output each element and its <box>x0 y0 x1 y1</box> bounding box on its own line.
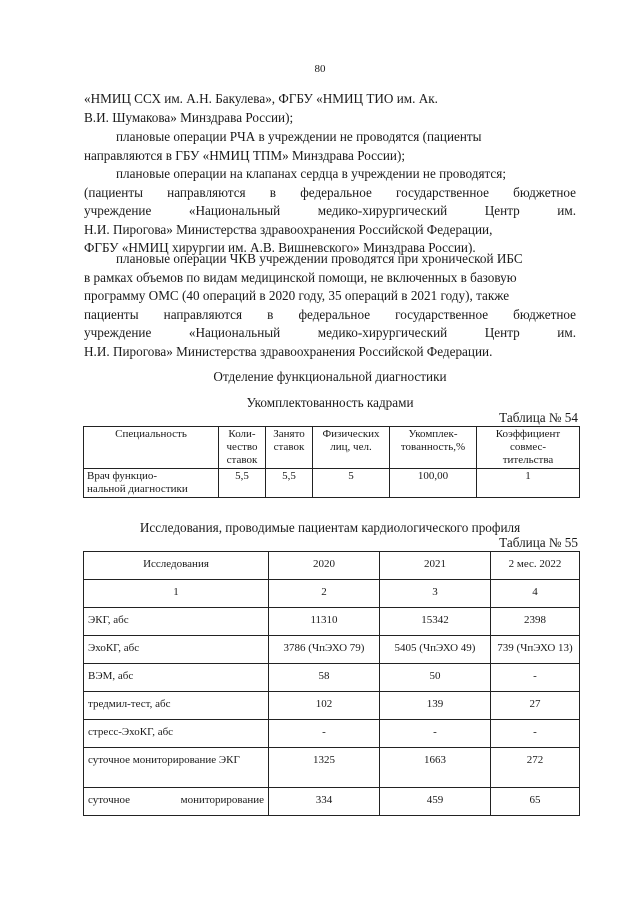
number-cell: 2 <box>269 580 380 608</box>
table-row <box>84 664 580 692</box>
staffing-title: Укомплектованность кадрами <box>246 395 414 410</box>
number-cell: 4 <box>491 580 580 608</box>
table-cell: 50 <box>380 664 491 692</box>
header-cell: Укомплек- тованность,% <box>390 427 477 469</box>
table-header-row <box>84 552 580 580</box>
text-line: (пациенты направляются в федеральное государственное бюджетное <box>84 184 576 200</box>
table-cell: 739 (ЧпЭХО 13) <box>491 636 580 664</box>
table-row <box>84 636 580 664</box>
table-cell: 15342 <box>380 608 491 636</box>
table-cell: 102 <box>269 692 380 720</box>
table-row <box>84 720 580 748</box>
header-cell: Физических лиц, чел. <box>313 427 390 469</box>
text-line: ФГБУ «НМИЦ хирургии им. А.В. Вишневского» Минздрава России). <box>84 240 476 256</box>
table-cell: - <box>380 720 491 748</box>
table-row <box>84 692 580 720</box>
text-line: в рамках объемов по видам медицинской помощи, не включенных в базовую <box>84 269 517 285</box>
number-cell: 3 <box>380 580 491 608</box>
table-row <box>84 788 580 816</box>
table-cell: 58 <box>269 664 380 692</box>
text-line: Н.И. Пирогова» Министерства здравоохранения Российской Федерации. <box>84 343 493 359</box>
table-row <box>84 608 580 636</box>
text-line: плановые операции РЧА в учреждении не проводятся (пациенты <box>116 129 482 144</box>
table-cell: 3786 (ЧпЭХО 79) <box>269 636 380 664</box>
table-cell: 459 <box>380 788 491 816</box>
table-cell: 5,5 <box>266 469 313 498</box>
page-number: 80 <box>314 63 326 75</box>
header-cell: Коли- чество ставок <box>219 427 266 469</box>
text-line: В.И. Шумакова» Минздрава России); <box>84 109 294 125</box>
paragraph-3 <box>84 165 576 258</box>
table-cell: суточное мониторирование <box>84 788 269 816</box>
table-cell: 139 <box>380 692 491 720</box>
table-cell: - <box>269 720 380 748</box>
text-line: Н.И. Пирогова» Министерства здравоохранения Российской Федерации, <box>84 221 493 237</box>
table-number-55: Таблица № 55 <box>499 535 578 550</box>
table-cell: 5,5 <box>219 469 266 498</box>
paragraph-2 <box>84 128 576 165</box>
header-cell: Коэффициент совмес- тительства <box>477 427 580 469</box>
header-cell: Специальность <box>84 427 219 469</box>
staffing-table <box>83 426 580 498</box>
paragraph-4 <box>84 250 576 362</box>
table-cell: 1663 <box>380 748 491 788</box>
table-cell: 2398 <box>491 608 580 636</box>
text-line: плановые операции ЧКВ учреждении проводятся при хронической ИБС <box>116 251 523 266</box>
number-cell: 1 <box>84 580 269 608</box>
table-header-row <box>84 427 580 469</box>
table-cell: ВЭМ, абс <box>84 664 269 692</box>
table-row <box>84 748 580 788</box>
table-cell: 1325 <box>269 748 380 788</box>
text-line: учреждение «Национальный медико-хирургический Центр им. <box>84 203 576 219</box>
research-title: Исследования, проводимые пациентам кардиологического профиля <box>139 520 521 535</box>
table-cell: Врач функцио- нальной диагностики <box>84 469 219 498</box>
header-cell: 2020 <box>269 552 380 580</box>
header-cell: Занято ставок <box>266 427 313 469</box>
text-line: направляются в ГБУ «НМИЦ ТПМ» Минздрава России); <box>84 147 406 163</box>
table-cell: 5405 (ЧпЭХО 49) <box>380 636 491 664</box>
table-cell: 1 <box>477 469 580 498</box>
table-cell: ЭхоКГ, абс <box>84 636 269 664</box>
table-cell: 100,00 <box>390 469 477 498</box>
table-cell: 334 <box>269 788 380 816</box>
text-line: пациенты направляются в федеральное государственное бюджетное <box>84 306 576 322</box>
paragraph-1 <box>84 90 576 127</box>
text-line: программу ОМС (40 операций в 2020 году, 35 операций в 2021 году), также <box>84 288 510 304</box>
table-cell: суточное мониторирование ЭКГ <box>84 748 269 788</box>
numbering-row <box>84 580 580 608</box>
header-cell: 2021 <box>380 552 491 580</box>
table-cell: 65 <box>491 788 580 816</box>
table-cell: - <box>491 720 580 748</box>
text-line: плановые операции на клапанах сердца в учреждении не проводятся; <box>116 166 507 181</box>
table-cell: 27 <box>491 692 580 720</box>
table-cell: - <box>491 664 580 692</box>
header-cell: Исследования <box>84 552 269 580</box>
table-cell: ЭКГ, абс <box>84 608 269 636</box>
table-cell: тредмил-тест, абс <box>84 692 269 720</box>
text-line: «НМИЦ ССХ им. А.Н. Бакулева», ФГБУ «НМИЦ ТИО им. Ак. <box>84 91 438 106</box>
table-cell: 272 <box>491 748 580 788</box>
table-number-54: Таблица № 54 <box>499 410 578 425</box>
table-cell: 11310 <box>269 608 380 636</box>
table-row <box>84 469 580 498</box>
justified-line <box>84 90 576 109</box>
section-title: Отделение функциональной диагностики <box>213 369 447 384</box>
header-cell: 2 мес. 2022 <box>491 552 580 580</box>
research-table <box>83 551 580 816</box>
text-line: учреждение «Национальный медико-хирургический Центр им. <box>84 325 576 341</box>
table-cell: стресс-ЭхоКГ, абс <box>84 720 269 748</box>
table-cell: 5 <box>313 469 390 498</box>
